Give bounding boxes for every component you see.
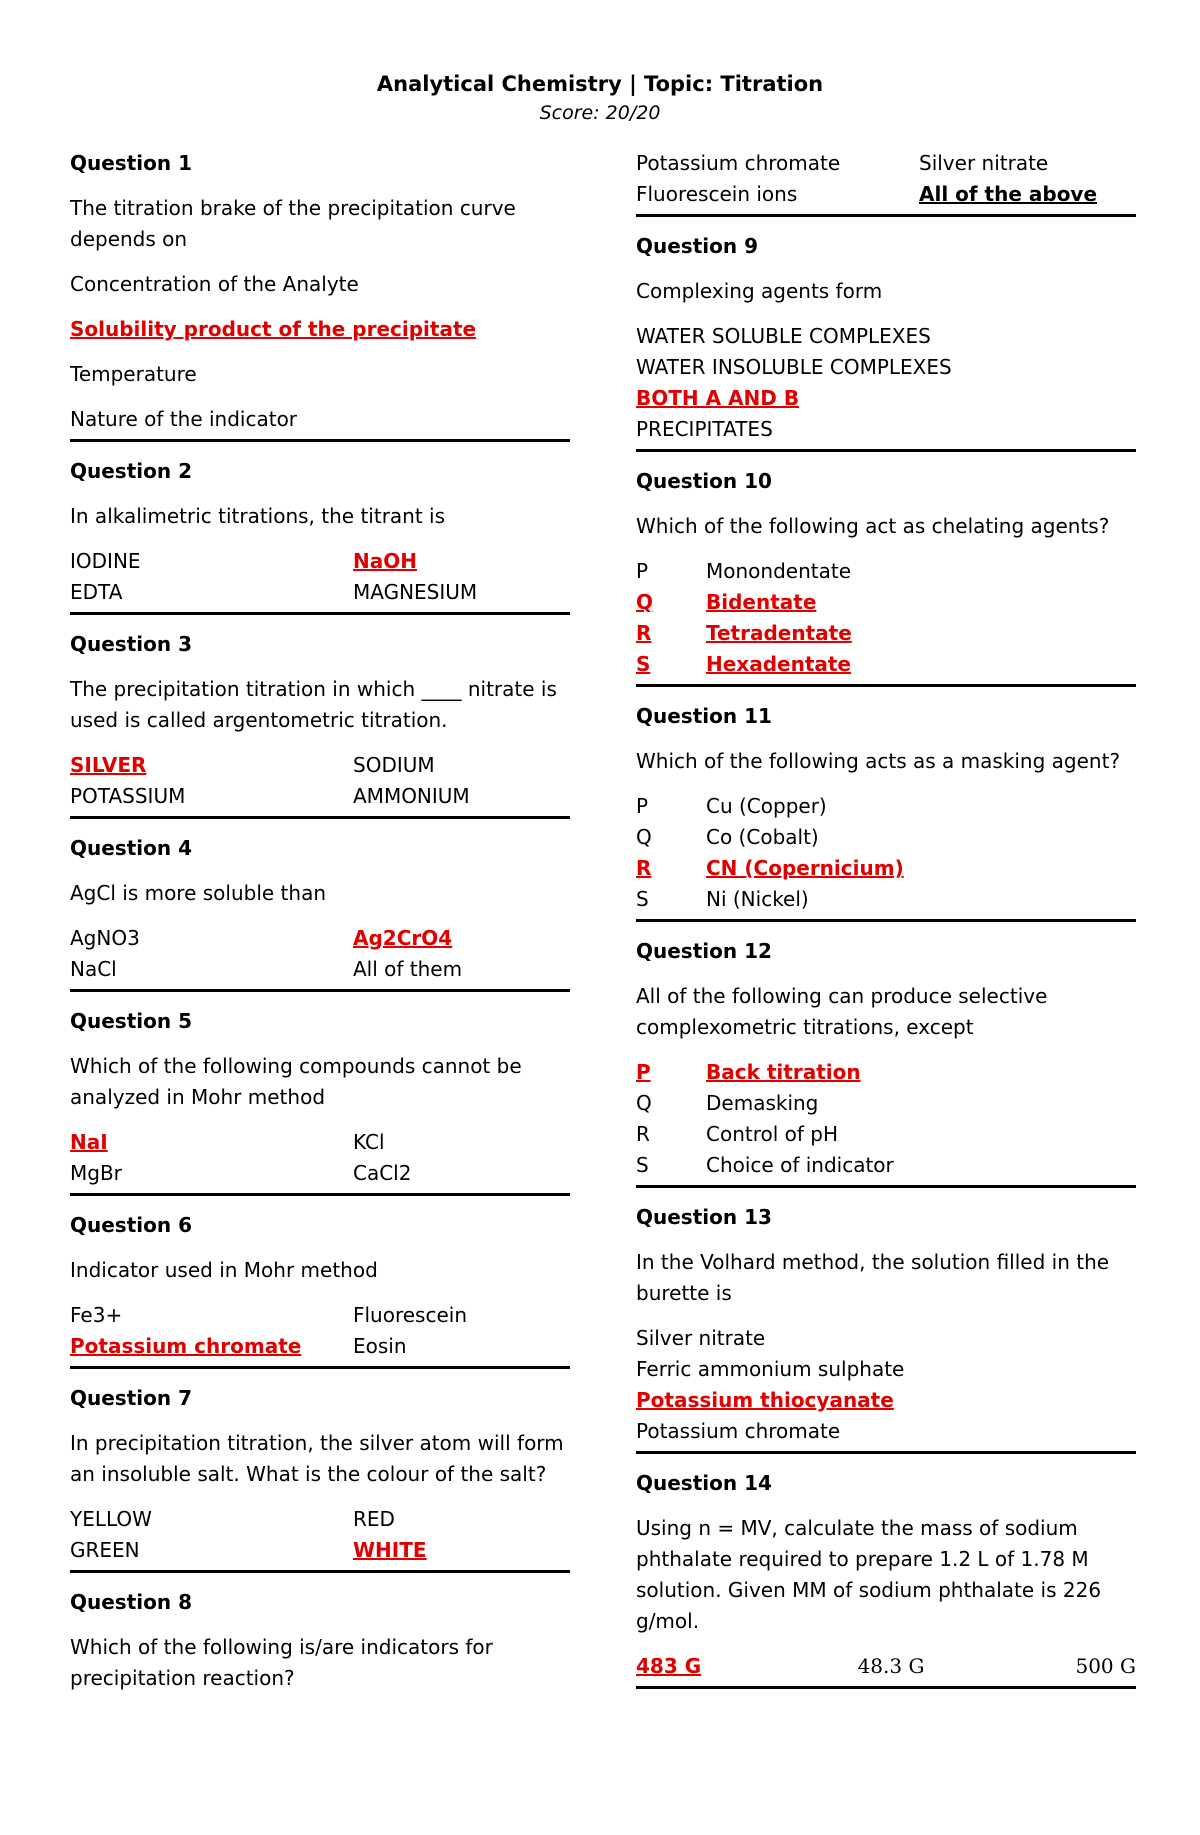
divider: [70, 612, 570, 615]
correct-option: All of the above: [919, 182, 1098, 206]
question-stem: Complexing agents form: [636, 279, 883, 303]
divider: [70, 439, 570, 442]
divider: [636, 1451, 1136, 1454]
option-letter: P: [636, 559, 649, 583]
left-column: [70, 148, 570, 1694]
option: RED: [353, 1507, 395, 1531]
question-2: [70, 456, 570, 615]
question-10: [636, 466, 1136, 687]
option-letter: S: [636, 652, 651, 676]
correct-option: 483 G: [636, 1654, 702, 1678]
question-label: Question 8: [70, 1590, 192, 1614]
question-stem: Which of the following is/are indicators for precipitation reaction?: [70, 1635, 493, 1690]
option: Fluorescein: [353, 1303, 468, 1327]
option: AMMONIUM: [353, 784, 470, 808]
option: Ferric ammonium sulphate: [636, 1357, 905, 1381]
divider: [636, 919, 1136, 922]
question-label: Question 3: [70, 632, 192, 656]
correct-option: NaOH: [353, 549, 417, 573]
score-text: Score: 20/20: [539, 102, 661, 124]
question-6: [70, 1210, 570, 1369]
question-5: [70, 1006, 570, 1196]
correct-option: Bidentate: [706, 590, 817, 614]
option: MAGNESIUM: [353, 580, 478, 604]
divider: [636, 1686, 1136, 1689]
question-label: Question 9: [636, 234, 758, 258]
correct-option: Ag2CrO4: [353, 926, 453, 950]
correct-option: CN (Copernicium): [706, 856, 904, 880]
option-letter: P: [636, 1060, 651, 1084]
question-7: [70, 1383, 570, 1573]
option: Co (Cobalt): [706, 825, 819, 849]
question-9: [636, 231, 1136, 452]
option: Demasking: [706, 1091, 819, 1115]
correct-option: Solubility product of the precipitate: [70, 317, 477, 341]
correct-option: Back titration: [706, 1060, 861, 1084]
question-stem: Which of the following acts as a masking agent?: [636, 749, 1121, 773]
correct-option: Hexadentate: [706, 652, 851, 676]
correct-option: Tetradentate: [706, 621, 852, 645]
correct-option: NaI: [70, 1130, 108, 1154]
correct-option: BOTH A AND B: [636, 386, 800, 410]
option: PRECIPITATES: [636, 417, 773, 441]
question-label: Question 12: [636, 939, 772, 963]
option: MgBr: [70, 1161, 122, 1185]
question-label: Question 6: [70, 1213, 192, 1237]
question-label: Question 7: [70, 1386, 192, 1410]
option: POTASSIUM: [70, 784, 186, 808]
question-label: Question 10: [636, 469, 772, 493]
question-stem: The titration brake of the precipitation curve depends on: [70, 196, 516, 251]
option: Choice of indicator: [706, 1153, 894, 1177]
right-column: [636, 148, 1136, 1703]
question-14: [636, 1468, 1136, 1689]
question-label: Question 13: [636, 1205, 772, 1229]
divider: [70, 989, 570, 992]
option: IODINE: [70, 549, 141, 573]
option: Fluorescein ions: [636, 182, 798, 206]
question-stem: The precipitation titration in which ____ nitrate is used is called argentometric titration.: [70, 677, 557, 732]
option: CaCl2: [353, 1161, 412, 1185]
divider: [636, 214, 1136, 217]
option: Concentration of the Analyte: [70, 272, 359, 296]
option: Silver nitrate: [919, 151, 1049, 175]
correct-option: WHITE: [353, 1538, 427, 1562]
option: Nature of the indicator: [70, 407, 298, 431]
divider: [636, 1185, 1136, 1188]
question-label: Question 1: [70, 151, 192, 175]
option: KCl: [353, 1130, 385, 1154]
option: Ni (Nickel): [706, 887, 809, 911]
option: NaCl: [70, 957, 117, 981]
question-stem: Which of the following act as chelating agents?: [636, 514, 1110, 538]
page-header: [0, 72, 1200, 124]
option: Cu (Copper): [706, 794, 827, 818]
question-label: Question 5: [70, 1009, 192, 1033]
correct-option: SILVER: [70, 753, 147, 777]
question-stem: In precipitation titration, the silver atom will form an insoluble salt. What is the colour of the salt?: [70, 1431, 564, 1486]
question-label: Question 2: [70, 459, 192, 483]
option-letter: Q: [636, 825, 652, 849]
option-letter: R: [636, 856, 652, 880]
question-stem: In the Volhard method, the solution filled in the burette is: [636, 1250, 1110, 1305]
option: Eosin: [353, 1334, 407, 1358]
option: SODIUM: [353, 753, 435, 777]
question-stem: Indicator used in Mohr method: [70, 1258, 378, 1282]
page-title: Analytical Chemistry | Topic: Titration: [376, 72, 824, 96]
option: GREEN: [70, 1538, 140, 1562]
option-letter: R: [636, 621, 652, 645]
question-12: [636, 936, 1136, 1188]
divider: [70, 1570, 570, 1573]
option: Temperature: [70, 362, 197, 386]
question-stem: AgCl is more soluble than: [70, 881, 327, 905]
option-letter: Q: [636, 1091, 652, 1115]
option: WATER INSOLUBLE COMPLEXES: [636, 355, 952, 379]
correct-option: Potassium chromate: [70, 1334, 302, 1358]
question-label: Question 14: [636, 1471, 772, 1495]
option: EDTA: [70, 580, 123, 604]
divider: [70, 816, 570, 819]
option-letter: S: [636, 887, 649, 911]
question-label: Question 11: [636, 704, 772, 728]
question-11: [636, 701, 1136, 922]
option: Control of pH: [706, 1122, 839, 1146]
option: All of them: [353, 957, 463, 981]
divider: [636, 684, 1136, 687]
question-stem: All of the following can produce selective complexometric titrations, except: [636, 984, 1048, 1039]
option: Monondentate: [706, 559, 851, 583]
option-letter: R: [636, 1122, 650, 1146]
option: 48.3 G: [857, 1654, 925, 1678]
question-stem: In alkalimetric titrations, the titrant is: [70, 504, 446, 528]
option: Potassium chromate: [636, 1419, 841, 1443]
option-letter: P: [636, 794, 649, 818]
question-4: [70, 833, 570, 992]
divider: [636, 449, 1136, 452]
option: Silver nitrate: [636, 1326, 766, 1350]
option-letter: S: [636, 1153, 649, 1177]
question-3: [70, 629, 570, 819]
correct-option: Potassium thiocyanate: [636, 1388, 894, 1412]
question-1: [70, 148, 570, 442]
option: AgNO3: [70, 926, 140, 950]
question-8-options: [636, 148, 1136, 217]
option: WATER SOLUBLE COMPLEXES: [636, 324, 931, 348]
question-13: [636, 1202, 1136, 1454]
divider: [70, 1366, 570, 1369]
question-8: [70, 1587, 570, 1694]
option: Fe3+: [70, 1303, 123, 1327]
question-label: Question 4: [70, 836, 192, 860]
option: Potassium chromate: [636, 151, 841, 175]
option-letter: Q: [636, 590, 654, 614]
option: 500 G: [1075, 1654, 1136, 1678]
option: YELLOW: [70, 1507, 152, 1531]
question-stem: Using n = MV, calculate the mass of sodium phthalate required to prepare 1.2 L of 1.78 M solution. Given MM of sodium phthalate is 226 g/mol.: [636, 1516, 1102, 1633]
question-stem: Which of the following compounds cannot be analyzed in Mohr method: [70, 1054, 522, 1109]
divider: [70, 1193, 570, 1196]
